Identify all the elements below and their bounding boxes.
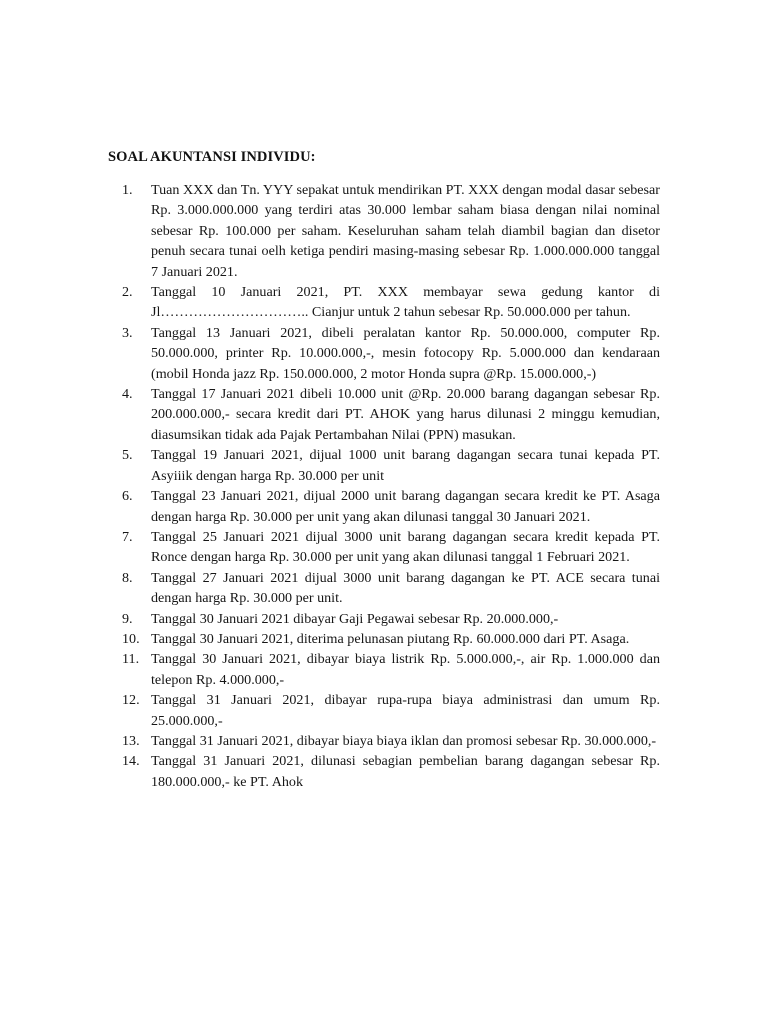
question-text: Tanggal 25 Januari 2021 dijual 3000 unit barang dagangan secara kredit kepada PT. Ronce dengan harga Rp. 30.000 per unit yang akan dilunasi tanggal 1 Februari 2021. — [151, 528, 660, 566]
question-number: 9. — [122, 610, 133, 627]
question-item-3 — [122, 323, 660, 384]
question-text: Tanggal 30 Januari 2021, dibayar biaya listrik Rp. 5.000.000,-, air Rp. 1.000.000 dan telepon Rp. 4.000.000,- — [151, 651, 660, 688]
question-text: Tanggal 10 Januari 2021, PT. XXX membayar sewa gedung kantor di Jl………………………….. Cianjur untuk 2 tahun sebesar Rp. 50.000.000 per tahun. — [151, 284, 660, 321]
question-text: Tanggal 30 Januari 2021 dibayar Gaji Pegawai sebesar Rp. 20.000.000,- — [151, 610, 559, 627]
question-item-14 — [122, 751, 660, 792]
question-item-12 — [122, 690, 660, 731]
question-number: 11. — [122, 651, 140, 668]
question-number: 3. — [122, 324, 133, 341]
question-list — [122, 180, 660, 792]
question-number: 13. — [122, 732, 140, 749]
question-number: 6. — [122, 488, 133, 505]
question-item-8 — [122, 568, 660, 609]
question-text: Tanggal 30 Januari 2021, diterima pelunasan piutang Rp. 60.000.000 dari PT. Asaga. — [151, 630, 630, 647]
question-item-4 — [122, 384, 660, 445]
question-number: 7. — [122, 528, 133, 545]
question-text: Tanggal 23 Januari 2021, dijual 2000 unit barang dagangan secara kredit ke PT. Asaga dengan harga Rp. 30.000 per unit yang akan dilunasi tanggal 30 Januari 2021. — [151, 488, 660, 525]
question-number: 10. — [122, 630, 140, 647]
question-text: Tanggal 13 Januari 2021, dibeli peralatan kantor Rp. 50.000.000, computer Rp. 50.000.000, printer Rp. 10.000.000,-, mesin fotocopy Rp. 5.000.000 dan kendaraan (mobil Honda jazz Rp. 150.000.000, 2 motor Honda supra @Rp. 15.000.000,-) — [151, 324, 660, 382]
question-item-6 — [122, 486, 660, 527]
question-item-11 — [122, 649, 660, 690]
question-text: Tanggal 31 Januari 2021, dibayar rupa-rupa biaya administrasi dan umum Rp. 25.000.000,- — [151, 692, 660, 729]
question-item-10 — [122, 629, 660, 649]
question-number: 4. — [122, 386, 133, 403]
question-number: 5. — [122, 447, 133, 464]
question-item-9 — [122, 609, 660, 629]
question-number: 12. — [122, 692, 140, 709]
question-item-7 — [122, 527, 660, 568]
question-number: 1. — [122, 182, 133, 198]
question-text: Tanggal 17 Januari 2021 dibeli 10.000 unit @Rp. 20.000 barang dagangan sebesar Rp. 200.000.000,- secara kredit dari PT. AHOK yang harus dilunasi 2 minggu kemudian, diasumsikan tidak ada Pajak Pertambahan Nilai (PPN) masukan. — [151, 386, 660, 443]
question-item-5 — [122, 445, 660, 486]
question-text: Tuan XXX dan Tn. YYY sepakat untuk mendirikan PT. XXX dengan modal dasar sebesar Rp. 3.000.000.000 yang terdiri atas 30.000 lembar saham biasa dengan nilai nominal sebesar Rp. 100.000 per saham. Keseluruhan saham telah diambil bagian dan disetor penuh secara tunai oelh ketiga pendiri masing-masing sebesar Rp. 1.000.000.000 tanggal 7 Januari 2021. — [151, 182, 660, 280]
question-text: Tanggal 31 Januari 2021, dilunasi sebagian pembelian barang dagangan sebesar Rp. 180.000.000,- ke PT. Ahok — [151, 753, 660, 790]
question-text: Tanggal 19 Januari 2021, dijual 1000 unit barang dagangan secara tunai kepada PT. Asyiiik dengan harga Rp. 30.000 per unit — [151, 447, 660, 484]
document-title: SOAL AKUNTANSI INDIVIDU: — [108, 149, 316, 165]
question-text: Tanggal 31 Januari 2021, dibayar biaya biaya iklan dan promosi sebesar Rp. 30.000.000,- — [151, 732, 657, 749]
question-number: 2. — [122, 284, 133, 301]
question-item-1 — [122, 180, 660, 282]
question-number: 14. — [122, 753, 140, 770]
question-item-13 — [122, 731, 660, 751]
question-number: 8. — [122, 569, 133, 586]
question-item-2 — [122, 282, 660, 323]
question-text: Tanggal 27 Januari 2021 dijual 3000 unit barang dagangan ke PT. ACE secara tunai dengan harga Rp. 30.000 per unit. — [151, 569, 660, 607]
